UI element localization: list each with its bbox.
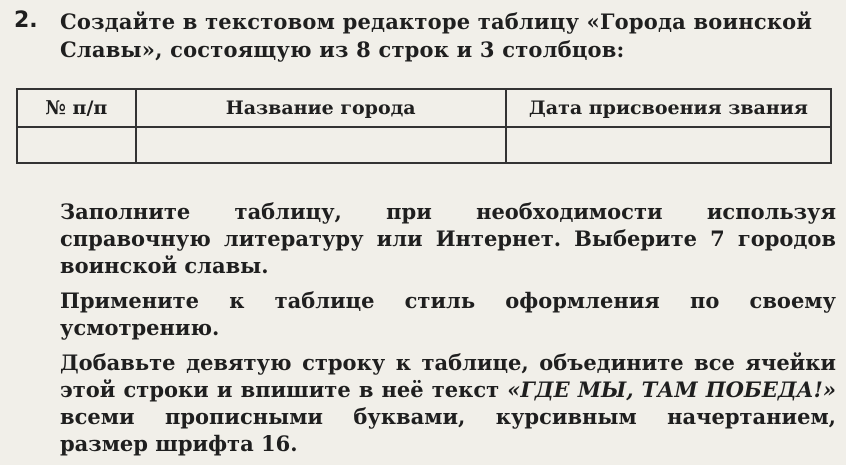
instructions — [60, 198, 836, 465]
table-cell — [506, 127, 831, 163]
sample-table — [16, 88, 832, 164]
task-number: 2. — [14, 8, 38, 33]
table-header-row — [17, 89, 831, 127]
table-row — [17, 127, 831, 163]
header-city-name: Название города — [136, 89, 506, 127]
header-number: № п/п — [17, 89, 136, 127]
instruction-add-row-text: Добавьте девятую строку к таблице, объедините все ячейки этой строки и впишите в неё текст — [60, 350, 836, 402]
header-title-date: Дата присвоения звания — [506, 89, 831, 127]
task-intro: Создайте в текстовом редакторе таблицу «Города воинской Славы», состоящую из 8 строк и 3 столбцов: — [60, 9, 813, 62]
instruction-add-row — [60, 349, 836, 457]
instruction-style: Примените к таблице стиль оформления по своему усмотрению. — [60, 288, 836, 340]
table-cell — [17, 127, 136, 163]
instruction-format-text: всеми прописными буквами, курсивным начертанием, размер шрифта 16. — [60, 404, 836, 456]
motto-text: «ГДЕ МЫ, ТАМ ПОБЕДА!» — [507, 377, 836, 402]
table-cell — [136, 127, 506, 163]
instruction-fill: Заполните таблицу, при необходимости используя справочную литературу или Интернет. Выберите 7 городов воинской славы. — [60, 199, 836, 278]
